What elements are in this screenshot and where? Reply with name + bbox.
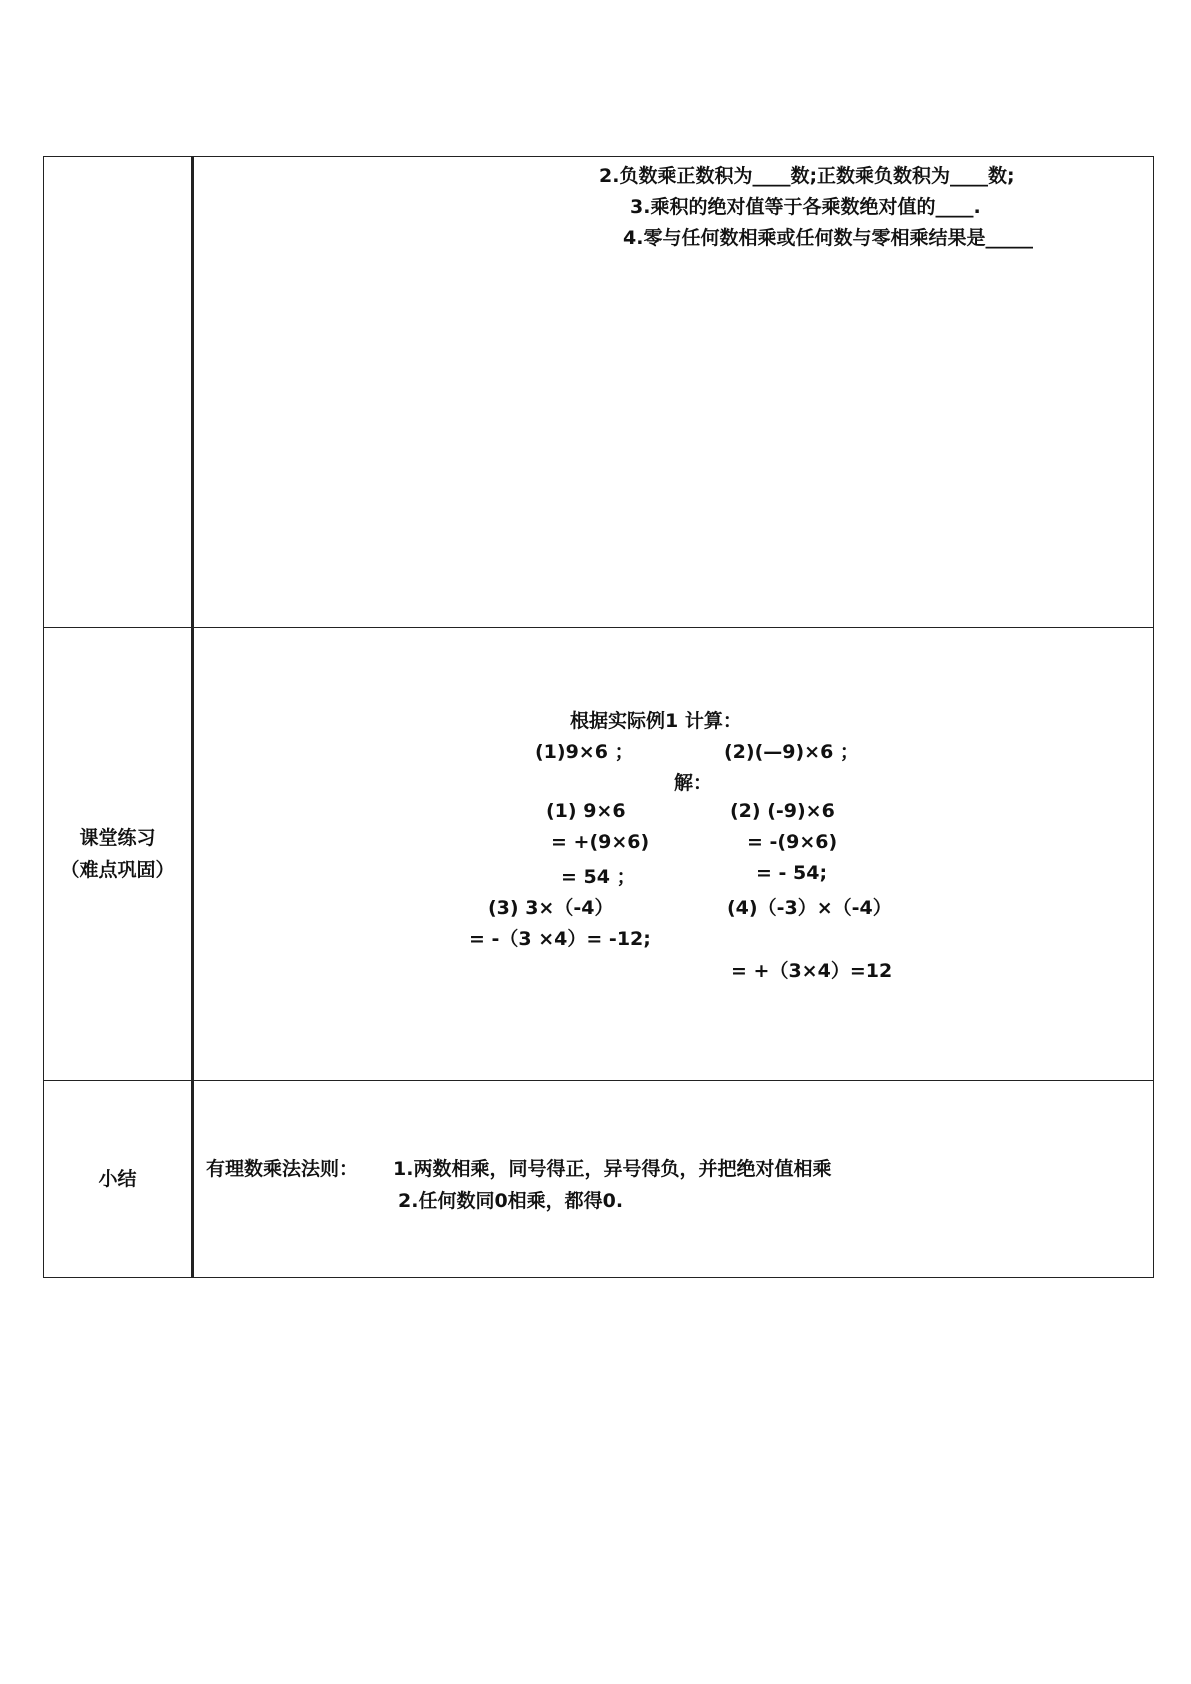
solution-1-line-2: = +(9×6) <box>551 831 650 853</box>
rule-item-2: 2.任何数同0相乘，都得0. <box>398 1190 624 1212</box>
solution-3-line-1: (3) 3×（-4） <box>488 897 614 919</box>
rule-line-4: 4.零与任何数相乘或任何数与零相乘结果是_____ <box>623 227 1033 249</box>
solution-2-line-2: = -(9×6) <box>747 831 838 853</box>
content-cell-practice <box>193 628 1154 1081</box>
table-row <box>44 1081 1154 1278</box>
label-summary: 小结 <box>98 1168 137 1190</box>
content-cell-rules <box>193 157 1154 628</box>
lesson-table <box>43 156 1154 1278</box>
solution-2-line-3: = - 54; <box>756 862 828 884</box>
table-row <box>44 628 1154 1081</box>
rule-title: 有理数乘法法则： <box>206 1158 359 1180</box>
row-label-practice <box>44 628 193 1081</box>
rule-item-1: 1.两数相乘，同号得正，异号得负，并把绝对值相乘 <box>393 1158 832 1180</box>
label-practice: 课堂练习 <box>79 827 156 849</box>
label-practice-sub: （难点巩固） <box>60 859 175 881</box>
rule-line-3: 3.乘积的绝对值等于各乘数绝对值的____. <box>630 196 981 218</box>
problem-2: (2)(—9)×6 ； <box>724 741 859 763</box>
solution-2-line-1: (2) (-9)×6 <box>730 800 835 822</box>
solution-3-line-2: = -（3 ×4）= -12; <box>469 928 651 950</box>
solution-4-line-2: = +（3×4）=12 <box>731 960 893 982</box>
practice-heading: 根据实际例1 计算： <box>570 710 742 732</box>
solution-4-line-1: (4)（-3）×（-4） <box>727 897 892 919</box>
solution-1-line-1: (1) 9×6 <box>546 800 626 822</box>
row-label-empty <box>44 157 193 628</box>
content-cell-summary <box>193 1081 1154 1278</box>
solution-1-line-3: = 54 ； <box>561 866 636 888</box>
rule-line-2: 2.负数乘正数积为____数;正数乘负数积为____数; <box>599 165 1015 187</box>
row-label-summary <box>44 1081 193 1278</box>
solve-label: 解： <box>674 772 713 794</box>
table-row <box>44 157 1154 628</box>
problem-1: (1)9×6 ； <box>535 741 634 763</box>
